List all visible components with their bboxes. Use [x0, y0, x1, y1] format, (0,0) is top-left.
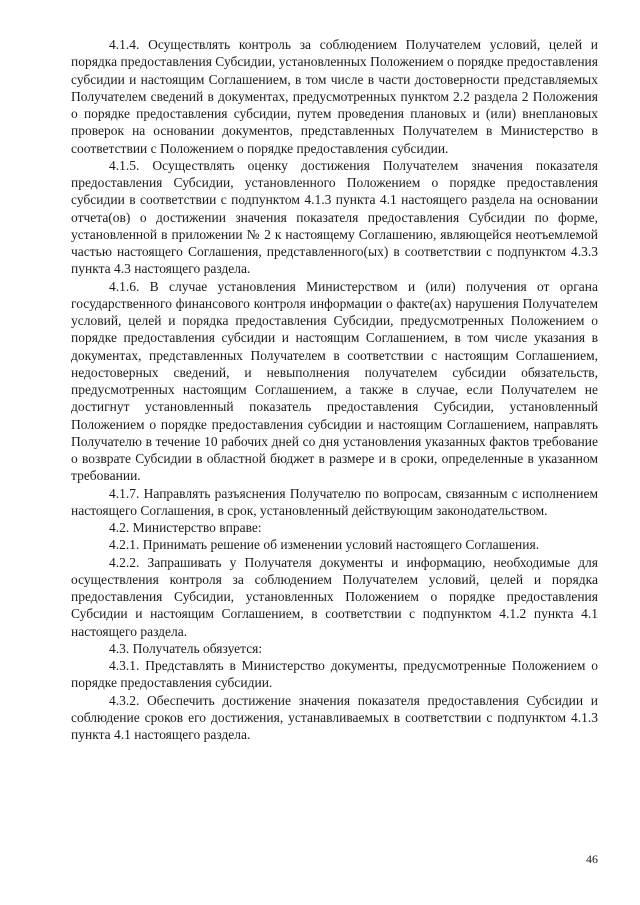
paragraph-4-3-2: 4.3.2. Обеспечить достижение значения показателя предоставления Субсидии и соблюдение сроков его достижения, устанавливаемых в соответствии с подпунктом 4.1.3 пункта 4.1 настоящего раздела. — [71, 692, 598, 742]
paragraph-4-2-1: 4.2.1. Принимать решение об изменении условий настоящего Соглашения. — [109, 537, 540, 553]
paragraph-4-3-1: 4.3.1. Представлять в Министерство документы, предусмотренные Положением о порядке предоставления субсидии. — [71, 658, 598, 691]
paragraph-4-2: 4.2. Министерство вправе: — [109, 520, 262, 535]
paragraph-4-3: 4.3. Получатель обязуется: — [109, 640, 263, 656]
paragraph-4-2-2: 4.2.2. Запрашивать у Получателя документы и информацию, необходимые для осуществления контроля за соблюдением Получателем условий, целей и порядка предоставления Субсидии, установленных Положением о порядке предоставления Субсидии и настоящим Соглашением, в соответствии с подпунктом 4.1.2 пункта 4.1 настоящего раздела. — [71, 554, 598, 639]
document-page — [71, 36, 598, 743]
page-number: 46 — [586, 852, 598, 866]
paragraph-4-1-4: 4.1.4. Осуществлять контроль за соблюдением Получателем условий, целей и порядка предоставления Субсидии, установленных Положением о порядке предоставления субсидии и настоящим Соглашением, в том числе в части достоверности представляемых Получателем сведений в документах, предусмотренных пунктом 2.2 раздела 2 Положения о порядке предоставления субсидии, путем проведения плановых и (или) внеплановых проверок на основании документов, представленных Получателем в Министерство в соответствии с Положением о порядке предоставления субсидии. — [71, 37, 598, 156]
paragraph-4-1-6: 4.1.6. В случае установления Министерством и (или) получения от органа государственного финансового контроля информации о факте(ах) нарушения Получателем условий, целей и порядка предоставления Субсидии, предусмотренных Положением о порядке предоставления субсидии и настоящим Соглашением, в том числе указания в документах, представленных Получателем в соответствии с настоящим Соглашением, недостоверных сведений, и невыполнения получателем субсидии обязательств, предусмотренных настоящим Соглашением, а также в случае, если Получателем не достигнут установленный показатель предоставления Субсидии, установленный Положением о порядке предоставления субсидии и настоящим Соглашением, направлять Получателю в течение 10 рабочих дней со дня установления указанных фактов требование о возврате Субсидии в областной бюджет в размере и в сроки, определенные в указанном требовании. — [71, 278, 598, 484]
paragraph-4-1-5: 4.1.5. Осуществлять оценку достижения Получателем значения показателя предоставления Субсидии, установленного Положением о порядке предоставления субсидии в соответствии с подпунктом 4.1.3 пункта 4.1 настоящего раздела на основании отчета(ов) о достижении значения показателя предоставления Субсидии по форме, установленной в приложении № 2 к настоящему Соглашению, являющейся неотъемлемой частью настоящего Соглашения, представленного(ых) в соответствии с подпунктом 4.3.3 пункта 4.3 настоящего раздела. — [71, 157, 598, 277]
paragraph-4-1-7: 4.1.7. Направлять разъяснения Получателю по вопросам, связанным с исполнением настоящего Соглашения, в срок, установленный действующим законодательством. — [71, 485, 598, 518]
